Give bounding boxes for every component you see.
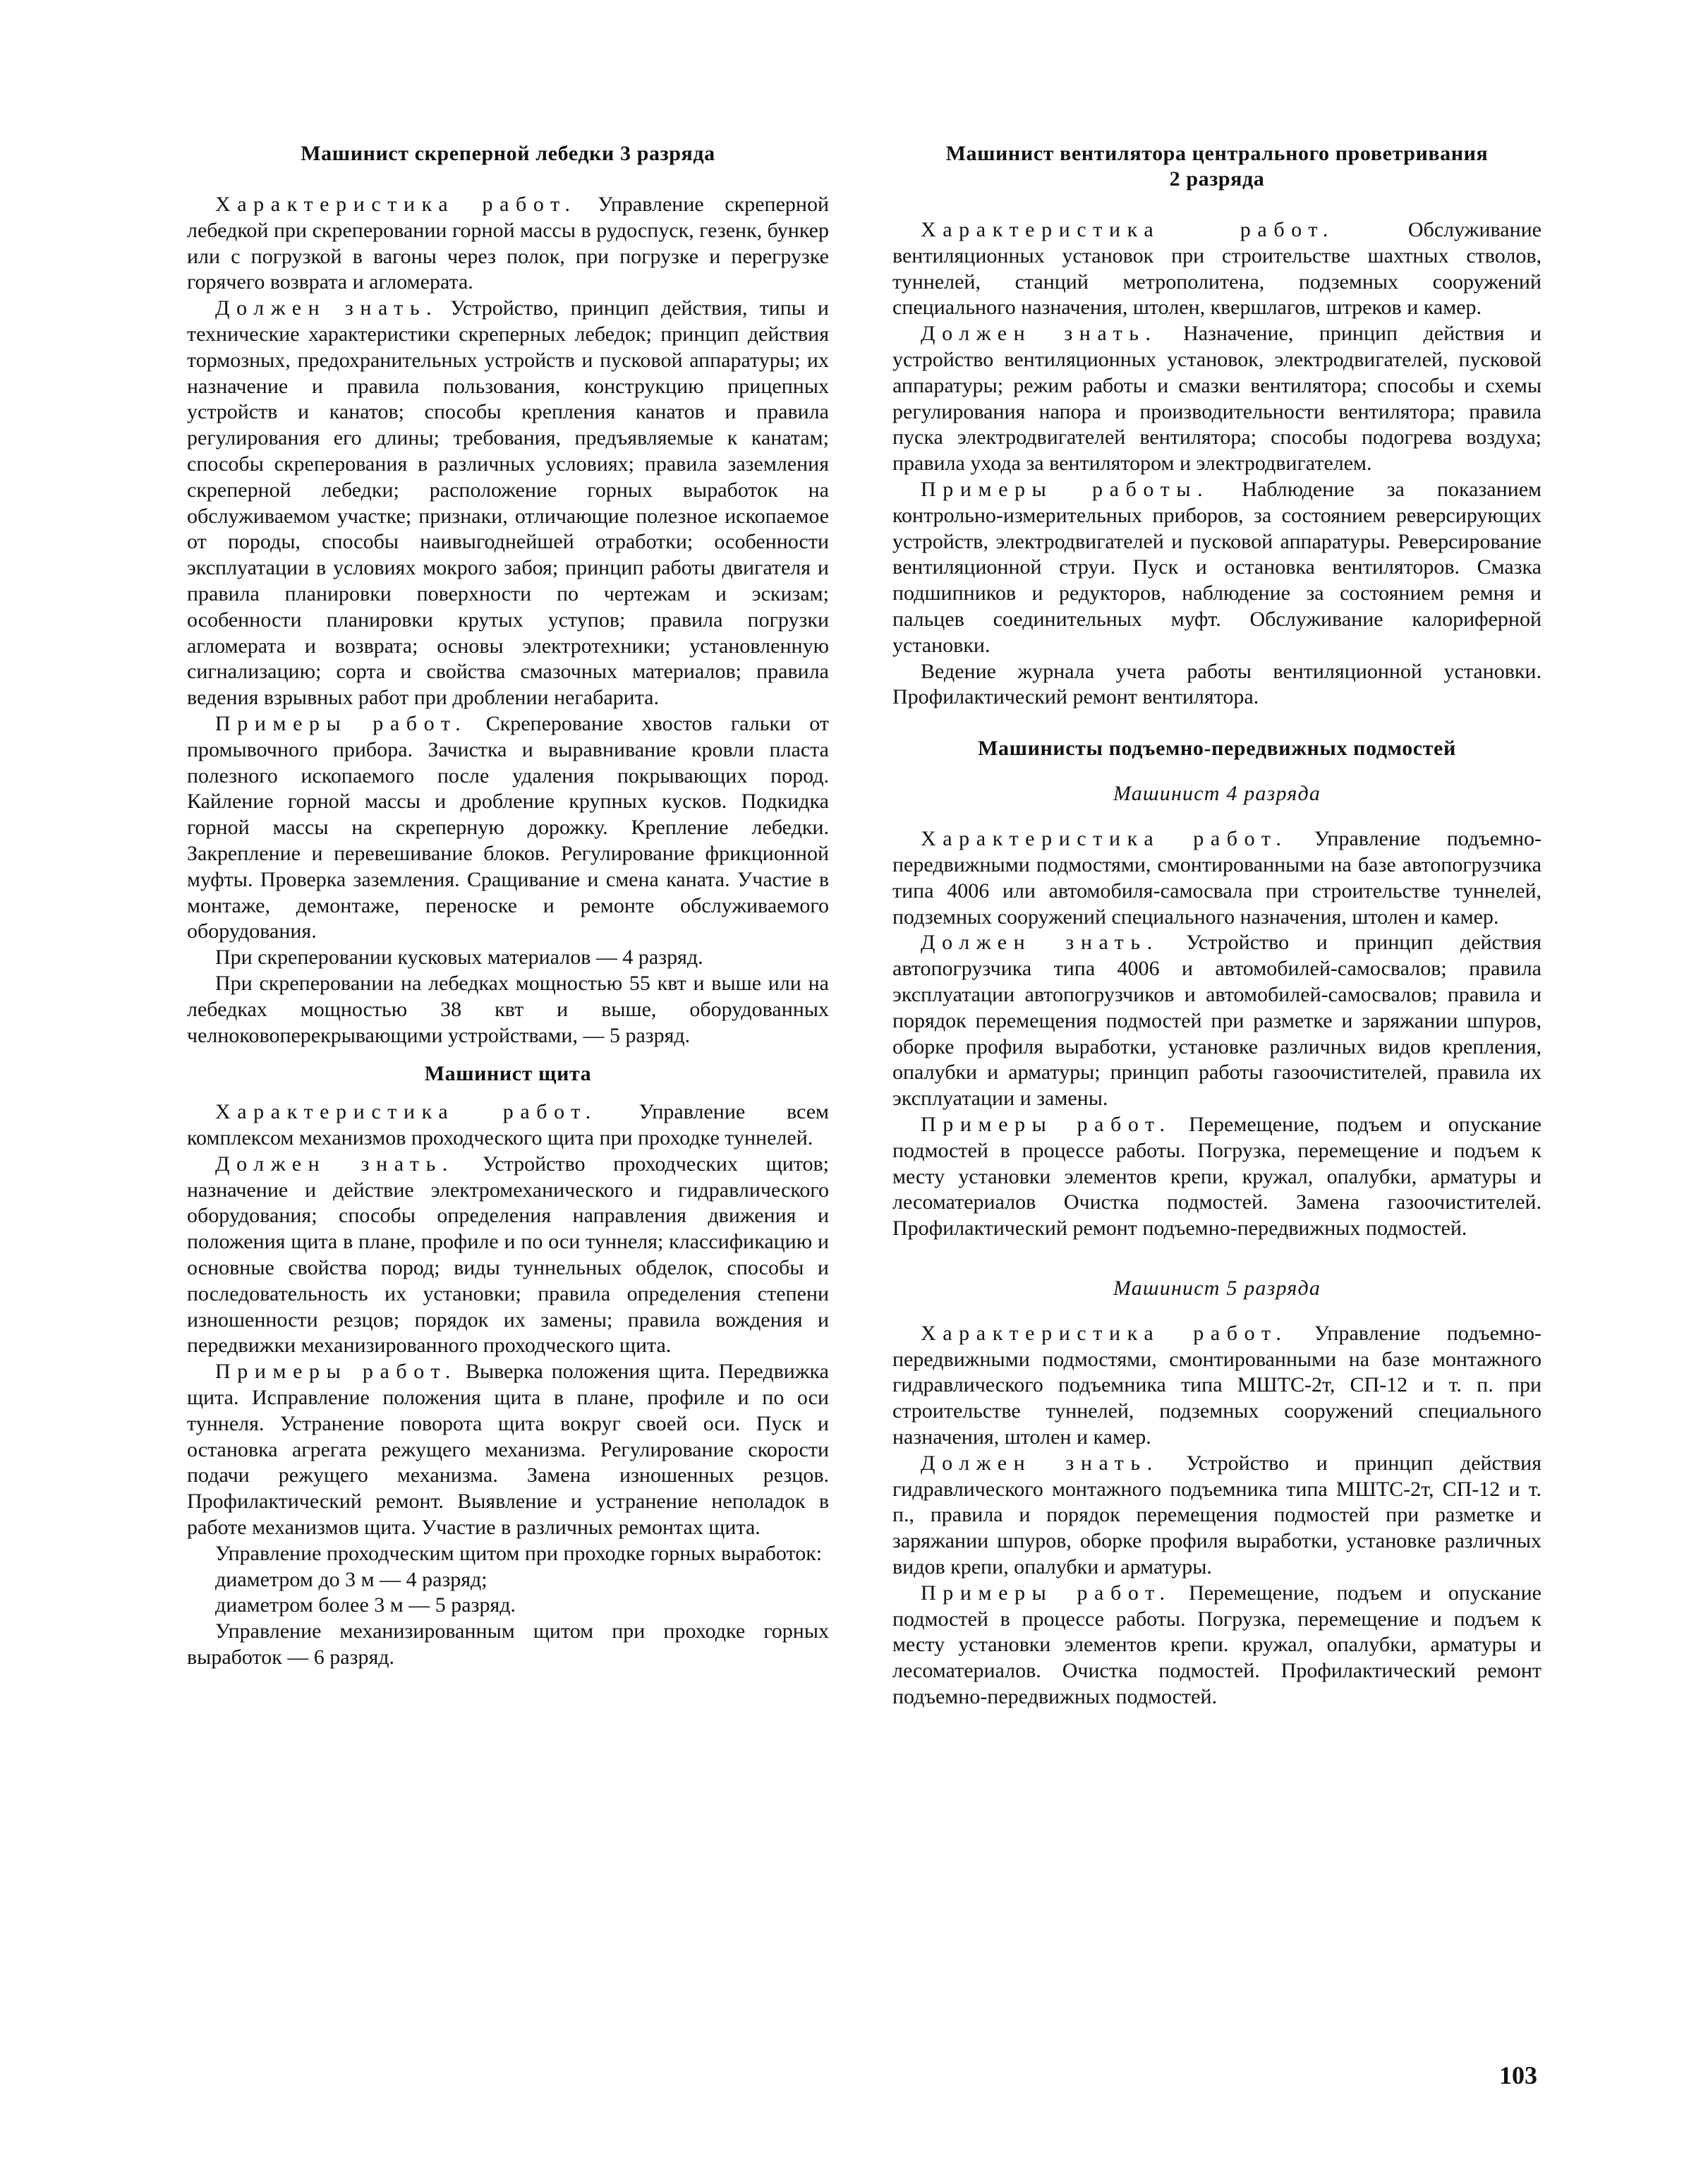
paragraph: Примеры работ. Перемещение, подъем и опускание подмостей в процессе работы. Погрузка, перемещение и подъем к месту установки элементов крепи. кружал, опалубки, арматуры и лесоматериалов. Очистка подмостей. Профилактический ремонт подъемно-передвижных подмостей.: [892, 1581, 1542, 1709]
paragraph: Должен знать. Устройство проходческих щитов; назначение и действие электромеханического и гидравлического оборудования; способы определения направления движения и положения щита в плане, профиле и по оси туннеля; классификацию и основные свойства пород; виды туннельных обделок, способы и последовательность их установки; правила определения степени изношенности резцов; порядок их замены; правила вождения и передвижки механизированного проходческого щита.: [187, 1152, 829, 1358]
paragraph: Примеры работы. Наблюдение за показанием контрольно-измерительных приборов, за состоянием реверсирующих устройств, электродвигателей и пусковой аппаратуры. Реверсирование вентиляционной струи. Пуск и остановка вентиляторов. Смазка подшипников и редукторов, наблюдение за состоянием ремня и пальцев соединительных муфт. Обслуживание калориферной установки.: [892, 477, 1542, 657]
term: Должен знать.: [921, 1451, 1159, 1475]
term: Примеры работ.: [921, 1581, 1172, 1605]
paragraph: Примеры работ. Выверка положения щита. Передвижка щита. Исправление положения щита в плане, профиле и по оси туннеля. Устранение поворота щита вокруг своей оси. Пуск и остановка агрегата режущего механизма. Регулирование скорости подачи режущего механизма. Замена изношенных резцов. Профилактический ремонт. Выявление и устранение неполадок в работе механизмов щита. Участие в различных ремонтах щита.: [187, 1360, 829, 1540]
paragraph: При скреперовании на лебедках мощностью 55 квт и выше или на лебедках мощностью 38 квт и выше, оборудованных челноковоперекрывающими устройствами, — 5 разряд.: [187, 971, 829, 1047]
term: Примеры работы.: [921, 477, 1210, 501]
term: Примеры работ.: [215, 1360, 458, 1384]
paragraph: Должен знать. Назначение, принцип действия и устройство вентиляционных установок, электродвигателей, пусковой аппаратуры; режим работы и смазки вентилятора; способы и схемы регулирования напора и производительности вентилятора; правила пуска электродвигателей вентилятора; способы подогрева воздуха; правила ухода за вентилятором и электродвигателем.: [892, 322, 1542, 476]
section-title-platforms: Машинисты подъемно-передвижных подмостей: [978, 737, 1456, 761]
term: Характеристика работ.: [921, 218, 1335, 241]
term: Должен знать.: [921, 322, 1158, 346]
paragraph: Примеры работ. Перемещение, подъем и опускание подмостей в процессе работы. Погрузка, перемещение и подъем к месту установки элементов крепи, кружал, опалубки, арматуры и лесоматериалов Очистка подмостей. Замена газоочистителей. Профилактический ремонт подъемно-передвижных подмостей.: [892, 1112, 1542, 1241]
term: Характеристика работ.: [921, 827, 1288, 851]
page-number: 103: [1499, 2061, 1537, 2089]
paragraph: Ведение журнала учета работы вентиляционной установки. Профилактический ремонт вентилятора.: [892, 659, 1542, 709]
paragraph: Характеристика работ. Управление подъемно-передвижными подмостями, смонтированными на базе автопогрузчика типа 4006 или автомобиля-самосвала при строительстве туннелей, подземных сооружений специального назначения, штолен и камер.: [892, 827, 1542, 929]
subsection-title-grade-5: Машинист 5 разряда: [1113, 1276, 1321, 1300]
term: Примеры работ.: [215, 711, 468, 735]
section-title-shield: Машинист щита: [424, 1062, 592, 1086]
paragraph: Управление механизированным щитом при проходке горных выработок — 6 разряд.: [187, 1619, 829, 1670]
paragraph: Должен знать. Устройство, принцип действия, типы и технические характеристики скреперных лебедок; принцип действия тормозных, предохранительных устройств и пусковой аппаратуры; их назначение и правила пользования, конструкцию прицепных устройств и канатов; способы крепления канатов и правила регулирования его длины; требования, предъявляемые к канатам; способы скреперования в различных условиях; правила заземления скреперной лебедки; расположение горных выработок на обслуживаемом участке; признаки, отличающие полезное ископаемое от породы, способы наивыгоднейшей отработки; особенности эксплуатации в условиях мокрого забоя; принцип работы двигателя и правила планировки поверхности по чертежам и эскизам; особенности планировки крутых уступов; правила погрузки агломерата и возврата; основы электротехники; установленную сигнализацию; сорта и свойства смазочных материалов; правила ведения взрывных работ при дроблении негабарита.: [187, 296, 829, 710]
term: Должен знать.: [215, 296, 439, 320]
paragraph: Характеристика работ. Управление подъемно-передвижными подмостями, смонтированными на базе монтажного гидравлического подъемника типа МШТС-2т, СП-12 и т. п. при строительстве туннелей, подземных сооружений специального назначения, штолен и камер.: [892, 1321, 1542, 1449]
paragraph: Характеристика работ. Обслуживание вентиляционных установок при строительстве шахтных стволов, туннелей, станций метрополитена, подземных сооружений специального назначения, штолен, квершлагов, штреков и камер.: [892, 218, 1542, 320]
paragraph: Характеристика работ. Управление скреперной лебедкой при скреперовании горной массы в рудоспуск, гезенк, бункер или с погрузкой в вагоны через полок, при погрузке и перегрузке горячего возврата и агломерата.: [187, 193, 830, 294]
term: Должен знать.: [215, 1152, 454, 1176]
term: Характеристика работ.: [215, 193, 577, 216]
term: Характеристика работ.: [215, 1100, 598, 1124]
term: Характеристика работ.: [921, 1321, 1288, 1345]
paragraph: Должен знать. Устройство и принцип действия автопогрузчика типа 4006 и автомобилей-самосвалов; правила эксплуатации автопогрузчиков и автомобилей-самосвалов; правила и порядок перемещения подмостей при разметке и заряжании шпуров, оборке профиля выработки, установке различных видов крепления, опалубки и арматуры; принцип работы газоочистителей, правила их эксплуатации и замены.: [892, 931, 1542, 1111]
section-title-fan: Машинист вентилятора центрального проветривания 2 разряда: [945, 142, 1489, 191]
left-column: [187, 141, 829, 1671]
paragraph: Примеры работ. Скреперование хвостов гальки от промывочного прибора. Зачистка и выравнивание кровли пласта полезного ископаемого после удаления покрывающих пород. Кайление горной массы и дробление крупных кусков. Подкидка горной массы на скреперную дорожку. Крепление лебедки. Закрепление и перевешивание блоков. Регулирование фрикционной муфты. Проверка заземления. Сращивание и смена каната. Участие в монтаже, демонтаже, переноске и ремонте обслуживаемого оборудования.: [187, 711, 829, 943]
list-item: диаметром более 3 м — 5 разряд.: [215, 1593, 516, 1617]
list-item: диаметром до 3 м — 4 разряд;: [215, 1567, 487, 1591]
right-column: [892, 141, 1542, 1710]
term: Примеры работ.: [921, 1112, 1172, 1136]
subsection-title-grade-4: Машинист 4 разряда: [1113, 782, 1321, 806]
term: Должен знать.: [921, 931, 1159, 955]
section-title-scraper-winch: Машинист скреперной лебедки 3 разряда: [301, 142, 715, 165]
paragraph: При скреперовании кусковых материалов — 4 разряд.: [215, 946, 703, 970]
paragraph: Должен знать. Устройство и принцип действия гидравлического монтажного подъемника типа МШТС-2т, СП-12 и т. п., правила и порядок перемещения подмостей при разметке и заряжании шпуров, оборке профиля выработки, установке различных видов крепи, опалубки и арматуры.: [892, 1451, 1542, 1579]
paragraph: Характеристика работ. Управление всем комплексом механизмов проходческого щита при проходке туннелей.: [187, 1100, 830, 1150]
paragraph: Управление проходческим щитом при проходке горных выработок:: [215, 1541, 823, 1565]
